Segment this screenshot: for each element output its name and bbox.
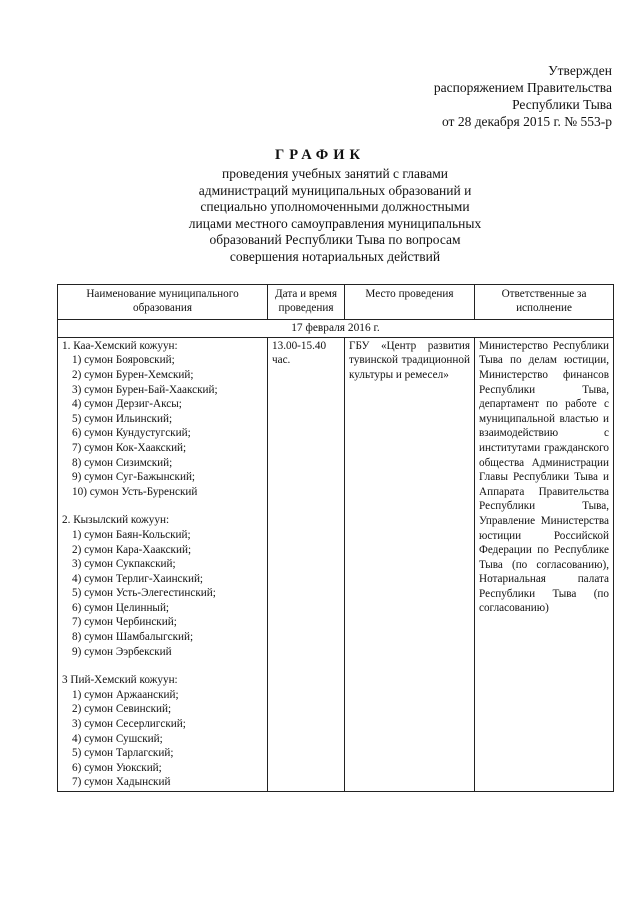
- schedule-table: [57, 284, 614, 792]
- sumon-item: 2) сумон Севинский;: [72, 703, 172, 716]
- session-date: 17 февраля 2016 г.: [58, 320, 614, 338]
- subtitle-line: специально уполномоченными должностными: [200, 199, 470, 215]
- sumon-item: 6) сумон Кундустугский;: [72, 427, 191, 440]
- sumon-item: 1) сумон Аржаанский;: [72, 688, 179, 701]
- municipality-name: 1. Каа-Хемский кожуун:: [62, 339, 178, 352]
- approval-stamp: [380, 62, 612, 130]
- date-row: [58, 320, 614, 338]
- municipality-cell: [58, 337, 268, 791]
- sumon-item: 9) сумон Ээрбекский: [72, 645, 172, 658]
- sumon-item: 8) сумон Сизимский;: [72, 456, 173, 469]
- document-title: ГРАФИК: [274, 147, 366, 163]
- header-place: Место проведения: [345, 285, 475, 320]
- sumon-item: 7) сумон Кок-Хаакский;: [72, 441, 187, 454]
- sumon-item: 2) сумон Кара-Хаакский;: [72, 543, 192, 556]
- sumon-item: 4) сумон Терлиг-Хаинский;: [72, 572, 204, 585]
- sumon-item: 5) сумон Тарлагский;: [72, 747, 174, 760]
- approval-line: Утвержден: [548, 63, 612, 78]
- table-row: [58, 337, 614, 791]
- sumon-item: 2) сумон Бурен-Хемский;: [72, 368, 194, 381]
- sumon-item: 5) сумон Усть-Элегестинский;: [72, 587, 216, 600]
- header-municipality: Наименование муниципального образования: [58, 285, 268, 320]
- place-cell: ГБУ «Центр развития тувинской традиционной культуры и ремесел»: [345, 337, 475, 791]
- sumon-item: 1) сумон Баян-Кольский;: [72, 528, 191, 541]
- municipality-name: 2. Кызылский кожуун:: [62, 514, 170, 527]
- sumon-item: 7) сумон Хадынский: [72, 776, 171, 789]
- subtitle-line: совершения нотариальных действий: [229, 248, 441, 264]
- approval-line: распоряжением Правительства: [433, 80, 612, 95]
- sumon-item: 4) сумон Сушский;: [72, 732, 163, 745]
- subtitle-line: проведения учебных занятий с главами: [222, 166, 448, 181]
- sumon-item: 3) сумон Бурен-Бай-Хаакский;: [72, 383, 218, 396]
- approval-line: от 28 декабря 2015 г. № 553-р: [441, 114, 612, 129]
- header-responsible: Ответственные за исполнение: [475, 285, 614, 320]
- sumon-item: 5) сумон Ильинский;: [72, 412, 173, 425]
- municipality-block: [62, 513, 263, 659]
- sumon-item: 6) сумон Уюкский;: [72, 761, 162, 774]
- time-cell: 13.00-15.40 час.: [268, 337, 345, 791]
- table-header-row: [58, 285, 614, 320]
- sumon-item: 3) сумон Сесерлигский;: [72, 718, 186, 731]
- sumon-item: 4) сумон Дерзиг-Аксы;: [72, 398, 182, 411]
- sumon-item: 3) сумон Сукпакский;: [72, 558, 176, 571]
- sumon-item: 7) сумон Чербинский;: [72, 616, 177, 629]
- subtitle-line: администраций муниципальных образований и: [198, 182, 472, 198]
- document-subtitle: [140, 166, 530, 266]
- municipality-name: 3 Пий-Хемский кожуун:: [62, 674, 178, 687]
- sumon-item: 6) сумон Целинный;: [72, 601, 170, 614]
- sumon-item: 1) сумон Бояровский;: [72, 354, 175, 367]
- sumon-item: 9) сумон Суг-Бажынский;: [72, 471, 196, 484]
- responsible-cell: Министерство Республики Тыва по делам юстиции, Министерство финансов Республики Тыва, департамент по работе с муниципальной властью и взаимодействию с институтами гражданского общества Администрации Главы Республики Тыва и Аппарата Правительства Республики Тыва, Управление Министерства юстиции Российской Федерации по Республике Тыва (по согласованию), Нотариальная палата Республики Тыва (по согласованию): [475, 337, 614, 791]
- approval-line: Республики Тыва: [512, 97, 612, 112]
- sumon-item: 8) сумон Шамбалыгский;: [72, 631, 194, 644]
- municipality-block: [62, 673, 263, 790]
- sumon-item: 10) сумон Усть-Буренский: [72, 485, 198, 498]
- header-datetime: Дата и время проведения: [268, 285, 345, 320]
- subtitle-line: образований Республики Тыва по вопросам: [209, 232, 461, 248]
- municipality-block: [62, 339, 263, 500]
- subtitle-line: лицами местного самоуправления муниципальных: [188, 215, 482, 231]
